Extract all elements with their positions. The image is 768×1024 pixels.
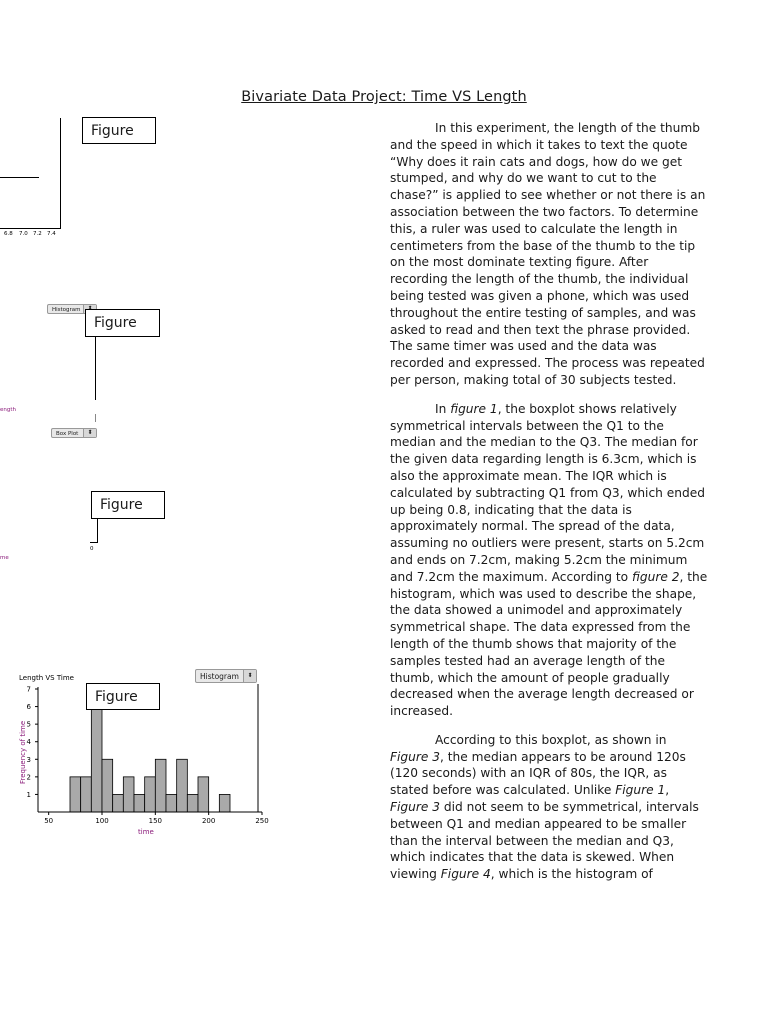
tick-label: 7.0: [19, 231, 28, 237]
dropdown-label: Box Plot: [56, 431, 79, 437]
document-title: Bivariate Data Project: Time VS Length: [241, 89, 527, 105]
axis-label: me: [0, 555, 9, 561]
histogram-bar: [113, 794, 124, 812]
tick-label: 7.4: [47, 231, 56, 237]
y-tick-label: 1: [26, 790, 31, 799]
y-axis-label: Frequency of time: [19, 720, 27, 784]
x-tick-label: 150: [148, 817, 163, 825]
y-tick-label: 2: [26, 773, 31, 782]
body-text: [390, 120, 708, 895]
chart-title: Length VS Time: [19, 674, 74, 682]
histogram-bar: [134, 794, 145, 812]
figure-1-label: Figure: [82, 117, 156, 144]
paragraph-2: [390, 401, 708, 720]
figure-4-label: Figure: [86, 683, 160, 710]
histogram-bar: [145, 777, 156, 812]
paragraph-1: [390, 120, 708, 389]
axis-label: ength: [0, 407, 17, 413]
histogram-bar: [102, 759, 113, 812]
histogram-bar: [187, 794, 198, 812]
histogram-bar: [123, 777, 134, 812]
axis-line: [95, 337, 96, 400]
figure-ref: Figure 4: [440, 867, 491, 882]
paragraph-3-text-a: According to this boxplot, as shown in: [435, 732, 667, 747]
tick-label: 7.2: [33, 231, 42, 237]
paragraph-3-text-e: , which is the histogram of: [490, 867, 653, 882]
figure-2-label: Figure: [85, 309, 160, 337]
figure-ref: figure 2: [632, 569, 680, 584]
histogram-bar: [219, 794, 230, 812]
dropdown-arrow-icon: ⬍: [243, 670, 256, 682]
x-tick-label: 100: [95, 817, 109, 825]
histogram-bar: [91, 707, 102, 812]
dropdown-label: Histogram: [52, 307, 81, 313]
boxplot-whisker: [0, 177, 39, 178]
x-tick-label: 50: [44, 817, 54, 825]
histogram-bar: [177, 759, 188, 812]
paragraph-3-text-d: did not seem to be symmetrical, intervals between Q1 and median appeared to be smaller than the interval between the median and Q3, which indicates that the data is skewed. When viewing: [390, 800, 699, 882]
x-tick-label: 250: [255, 817, 269, 825]
y-tick-label: 6: [26, 703, 31, 712]
figure-ref: Figure 3: [390, 749, 440, 764]
paragraph-2-text-b: , the boxplot shows relatively symmetrical intervals between the Q1 to the median and the median to the Q3. The median for the given data regarding length is 6.3cm, which is also the approximate mean. The IQR which is calculated by subtracting Q1 from Q3, which ended up being 0.8, indicating that the data is approximately normal. The spread of the data, assuming no outliers were present, starts on 5.2cm and ends on 7.2cm, making 5.2cm the minimum and 7.2cm the maximum. According to: [390, 401, 705, 584]
boxplot-dropdown[interactable]: [51, 428, 97, 438]
paragraph-3-text-b: , the median appears to be around 120s (120 seconds) with an IQR of 80s, the IQR, as stated before was calculated. Unlike: [390, 749, 686, 798]
paragraph-3: [390, 732, 708, 883]
histogram-bar: [155, 759, 166, 812]
paragraph-2-text-c: , the histogram, which was used to describe the shape, the data showed a unimodel and approximately symmetrical shape. The data expressed from the length of the thumb shows that majority of the samples tested had an average length of the thumb, which the amount of people gradually decreased when the average length decreased or increased.: [390, 569, 708, 719]
figure-ref: Figure 1: [615, 783, 666, 798]
axis-line: [0, 228, 61, 229]
axis-line: [90, 542, 98, 543]
y-tick-label: 3: [26, 755, 31, 764]
histogram-bar: [166, 794, 177, 812]
paragraph-2-text-a: In: [435, 401, 451, 416]
axis-line: [95, 414, 96, 422]
axis-line: [97, 519, 98, 543]
axis-line: [60, 118, 61, 228]
figure-ref: Figure 3: [390, 800, 440, 815]
paragraph-3-text-c: ,: [665, 783, 670, 798]
histogram-bar: [70, 777, 81, 812]
x-tick-label: 200: [201, 817, 216, 825]
histogram-bar: [198, 777, 209, 812]
y-tick-label: 5: [26, 720, 31, 729]
dropdown-label: Histogram: [200, 672, 239, 681]
tick-label: 6.8: [4, 231, 13, 237]
dropdown-arrow-icon: ⬍: [83, 429, 96, 437]
x-axis-label: time: [138, 828, 154, 836]
figure-3-label: Figure: [91, 491, 165, 519]
figure-ref: figure 1: [450, 401, 498, 416]
histogram-bar: [81, 777, 92, 812]
y-tick-label: 4: [26, 738, 31, 747]
y-tick-label: 7: [26, 685, 31, 694]
paragraph-1-text: In this experiment, the length of the thumb and the speed in which it takes to text the quote “Why does it rain cats and dogs, how do we get stumped, and why do we want to cut to the chase?” is applied to see whether or not there is an association between the two factors. To determine this, a ruler was used to calculate the length in centimeters from the base of the thumb to the tip on the most dominate texting figure. After recording the length of the thumb, the individual being tested was given a phone, which was used throughout the entire testing of samples, and was asked to read and then text the phrase provided. The same timer was used and the data was recorded and expressed. The process was repeated per person, making total of 30 subjects tested.: [390, 121, 706, 387]
tick-label: 0: [90, 546, 94, 552]
